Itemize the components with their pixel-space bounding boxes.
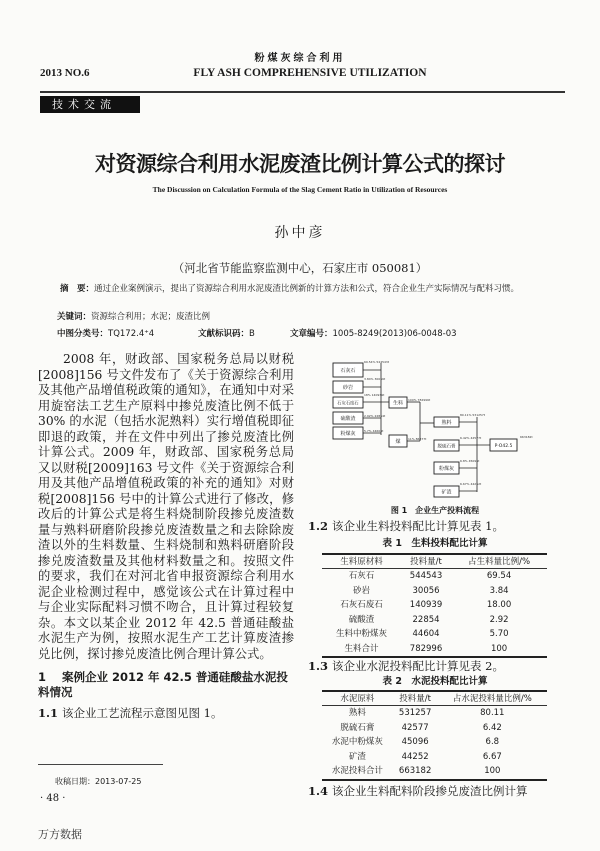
table-cell: 水泥中粉煤灰 [331,737,383,748]
column-header: 占生料量比例/% [451,554,547,569]
table-cell: 18.00 [486,600,512,611]
table-cell: 熟料 [348,708,366,719]
table-cell: 44252 [401,751,429,762]
node-name: 粉煤灰 [438,466,455,472]
flow-label: 80.11% 531257t [460,413,486,417]
article-label: 文章编号： [290,329,333,339]
node-name: 石灰石废石 [337,401,359,407]
class-no: TQ172.4⁺4 [108,329,155,339]
section-title: 该企业工艺流程示意图见图 1。 [62,706,223,720]
flow-label: 69.54% 544543t [364,360,390,364]
node-name: 硫酸渣 [340,416,356,422]
flow-label: 5.7% 44604t [364,429,384,433]
doc-code: B [249,329,255,339]
table-row [322,627,547,642]
table-1 [322,553,547,658]
table-2-title: 表 2 水泥投料配比计算 [382,676,488,687]
section-1-3-heading [308,659,504,674]
flow-label: 6.42% 42577t [460,436,482,440]
table-cell: 80.11 [480,708,505,719]
table-row [322,613,547,628]
table-row [322,721,547,736]
table-row [322,598,547,613]
table-cell: 100 [438,764,547,780]
abstract [40,283,560,295]
keywords-label: 关键词： [57,312,92,322]
table-cell: 矿渣 [348,751,366,762]
flow-label: 6.8% 45096t [460,459,480,463]
section-number: 1.4 [308,784,329,798]
flow-label: 3.84% 30056t [364,377,386,381]
column-header: 投料量/t [401,554,451,569]
abstract-label: 摘 要： [60,284,95,294]
journal-name-cn: 粉煤灰综合利用 [254,53,346,64]
flow-label: 6.67% 44252t [460,482,482,486]
column-header: 生料原材料 [322,554,401,569]
flow-label: 2.92% 22854t [364,414,386,418]
section-tag: 技术交流 [40,96,140,113]
table-cell: 脱硫石膏 [340,722,375,733]
table-cell: 硫酸渣 [348,614,375,625]
article-subtitle-en: The Discussion on Calculation Formula of the Slag Cement Ratio in Utilization of Resources [152,185,448,194]
node-name: 熟料 [441,420,452,426]
journal-name-en: FLY ASH COMPREHENSIVE UTILIZATION [193,67,427,79]
footnote-rule [38,764,163,765]
section-title: 该企业生料配料阶段掺兑废渣比例计算 [332,784,528,798]
table-cell: 水泥投料合计 [322,764,393,780]
node-name: 粉煤灰 [340,431,356,437]
section-number: 1.3 [308,659,329,673]
table-row [322,706,547,721]
table-cell: 6.42 [482,722,502,733]
section-1-2-heading [308,519,504,534]
table-cell: 544543 [409,571,443,582]
section-1-heading [38,670,294,700]
document-code [198,328,255,340]
table-cell: 石灰石 [348,571,375,582]
section-title: 案例企业 2012 年 42.5 普通硅酸盐水泥投料情况 [38,670,288,699]
table-cell: 5.70 [489,629,509,640]
table-row [322,735,547,750]
page-number: · 48 · [40,793,66,804]
table-cell: 69.54 [486,571,512,582]
table-cell: 砂岩 [352,585,370,596]
column-header: 投料量/t [393,691,438,706]
keywords-text: 资源综合利用；水泥；废渣比例 [91,312,211,322]
table-cell: 45096 [401,737,429,748]
table-2 [322,690,547,781]
node-name: 生料 [392,400,404,407]
doc-label: 文献标识码： [198,329,250,339]
table-1-title: 表 1 生料投料配比计算 [382,538,488,549]
table-cell: 2.92 [489,614,509,625]
table-header-row [322,691,547,706]
intro-paragraph: 2008 年，财政部、国家税务总局以财税[2008]156 号文件发布了《关于资源综合利用及其他产品增值税政策的通知》，在通知中对采用旋窑法工艺生产原料中掺兑废渣比例不低于 30% 的水泥（包括水泥熟料）实行增值税即征即退的政策，并在文件中列出了掺兑废渣比例计算公式。2009 年，财政部、国家税务总局又以财税[2009]163 号文件《关于资源综合利用及其他产品增值税政策的补充的通知》对财税[2008]156 号中的计算公式进行了修改，修改后的计算公式是将生料烧制阶段掺兑废渣数量与熟料研磨阶段掺兑废渣数量之和去除除废渣以外的生料数量、生料烧制和熟料研磨阶段掺兑废渣数量及其他材料数量之和。按照文件的要求，我们在对河北省申报资源综合利用水泥企业检测过程中，感觉该公式在计算过程中与企业实际配料习惯不吻合，且计算过程较复杂。本文以某企业 2012 年 42.5 普通硅酸盐水泥生产为例，按照水泥生产工艺计算废渣掺兑比例，探讨掺兑废渣比例合理计算公式。 [38,352,294,661]
author: 孙中彦 [274,225,326,241]
table-cell: 30056 [412,585,440,596]
node-name: 矿渣 [441,489,452,496]
article-title: 对资源综合利用水泥废渣比例计算公式的探讨 [95,152,505,176]
issue-number: 2013 NO.6 [40,67,90,79]
table-cell: 3.84 [489,585,509,596]
table-row [322,569,547,584]
table-cell: 6.8 [485,737,500,748]
section-title: 该企业水泥投料配比计算见表 2。 [332,659,504,673]
figure-caption: 图 1 企业生产投料流程 [390,506,480,515]
table-cell: 22854 [412,614,440,625]
article-no: 1005-8249(2013)06-0048-03 [332,329,457,339]
node-name: 煤 [395,439,401,445]
column-header: 占水泥投料量比例/% [438,691,547,706]
flow-label: 100% 782996t [408,398,431,402]
section-title: 该企业生料投料配比计算见表 1。 [332,519,504,533]
table-header-row [322,554,547,569]
table-row [322,642,547,658]
section-1-1-heading [38,706,294,721]
received-date: 收稿日期：2013-07-25 [55,777,142,786]
header-rule [40,91,565,93]
abstract-text: 通过企业案例演示，提出了资源综合利用水泥废渣比例新的计算方法和公式，符合企业生产实际情况与配料习惯。 [94,284,520,294]
table-cell: 生料中粉煤灰 [335,629,387,640]
table-cell: 140939 [409,600,443,611]
table-cell: 782996 [401,642,451,658]
production-flow-diagram [310,355,550,505]
class-label: 中图分类号： [57,329,109,339]
node-name: 脱硫石膏 [437,444,456,450]
section-1-4-heading [308,784,528,799]
node-name: 石灰石 [340,368,356,374]
table-cell: 6.67 [482,751,502,762]
table-cell: 石灰石废石 [340,600,383,611]
affiliation: （河北省节能监察监测中心，石家庄市 050081） [172,261,428,275]
flow-label: 18% 140939t [364,393,385,397]
classification [57,328,154,340]
node-name: 砂岩 [342,385,354,391]
table-cell: 531257 [398,708,432,719]
keywords [57,311,210,323]
table-cell: 100 [451,642,547,658]
section-number: 1.1 [38,706,59,720]
article-number [290,328,457,340]
table-cell: 44604 [412,629,440,640]
table-row [322,584,547,599]
table-cell: 42577 [401,722,429,733]
node-name: P·O42.5 [494,444,513,449]
table-cell: 生料合计 [322,642,401,658]
table-row [322,750,547,765]
column-header: 水泥原料 [322,691,393,706]
table-cell: 663182 [393,764,438,780]
flow-label: 11% 86377t [408,437,427,441]
table-row [322,764,547,780]
section-number: 1.2 [308,519,329,533]
left-column [38,352,294,721]
flow-label: 663182t [520,435,533,439]
section-number: 1 [38,670,47,684]
watermark: 万方数据 [38,828,82,841]
